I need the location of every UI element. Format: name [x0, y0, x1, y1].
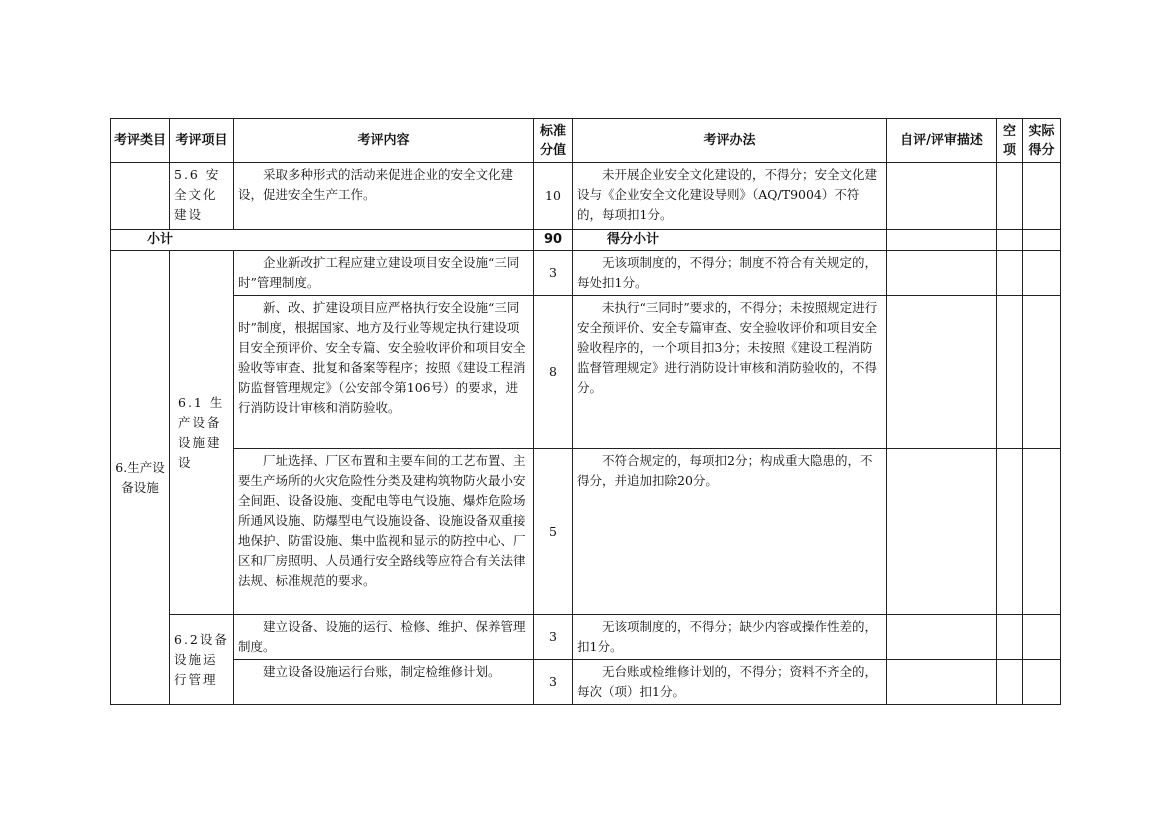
- method-cell: 无该项制度的，不得分；缺少内容或操作性差的，扣1分。: [573, 615, 887, 660]
- table-row: [111, 163, 1061, 230]
- actual-score-cell[interactable]: [1023, 230, 1061, 251]
- table-row: [111, 251, 1061, 296]
- table-row: [111, 660, 1061, 705]
- method-cell: 未执行“三同时”要求的，不得分；未按照规定进行安全预评价、安全专篇审查、安全验收评价和项目安全验收程序的，一个项目扣3分；未按照《建设工程消防监督管理规定》进行消防设计审核和消防验收的，不得分。: [573, 296, 887, 449]
- method-cell: 无台账或检维修计划的，不得分；资料不齐全的，每次（项）扣1分。: [573, 660, 887, 705]
- actual-score-cell[interactable]: [1023, 615, 1061, 660]
- method-cell: 不符合规定的，每项扣2分；构成重大隐患的，不得分，并追加扣除20分。: [573, 449, 887, 615]
- category-cell: [111, 163, 170, 230]
- score-cell: 8: [534, 296, 573, 449]
- self-review-cell[interactable]: [887, 230, 997, 251]
- blank-cell[interactable]: [997, 660, 1023, 705]
- score-cell: 3: [534, 615, 573, 660]
- content-cell: 厂址选择、厂区布置和主要车间的工艺布置、主要生产场所的火灾危险性分类及建构筑物防火最小安全间距、设备设施、变配电等电气设施、爆炸危险场所通风设施、防爆型电气设施设备、设施设备双重接地保护、防雷设施、集中监视和显示的防控中心、厂区和厂房照明、人员通行安全路线等应符合有关法律法规、标准规范的要求。: [234, 449, 534, 615]
- content-cell: 采取多种形式的活动来促进企业的安全文化建设，促进安全生产工作。: [234, 163, 534, 230]
- blank-cell[interactable]: [997, 230, 1023, 251]
- self-review-cell[interactable]: [887, 449, 997, 615]
- subtotal-score: 90: [534, 230, 573, 251]
- score-cell: 3: [534, 660, 573, 705]
- table-row: [111, 615, 1061, 660]
- actual-score-cell[interactable]: [1023, 449, 1061, 615]
- self-review-cell[interactable]: [887, 615, 997, 660]
- subtotal-label: 小计: [111, 230, 534, 251]
- subtotal-row: [111, 230, 1061, 251]
- header-score: 标准分值: [534, 119, 573, 163]
- actual-score-cell[interactable]: [1023, 296, 1061, 449]
- score-cell: 3: [534, 251, 573, 296]
- blank-cell[interactable]: [997, 296, 1023, 449]
- item-cell: 5.6 安全文化建设: [170, 163, 234, 230]
- category-cell: 6.生产设备设施: [111, 251, 170, 705]
- evaluation-table: [110, 118, 1061, 705]
- method-cell: 未开展企业安全文化建设的，不得分；安全文化建设与《企业安全文化建设导则》（AQ/T9004）不符的，每项扣1分。: [573, 163, 887, 230]
- method-cell: 无该项制度的，不得分；制度不符合有关规定的，每处扣1分。: [573, 251, 887, 296]
- self-review-cell[interactable]: [887, 296, 997, 449]
- actual-score-cell[interactable]: [1023, 163, 1061, 230]
- header-item: 考评项目: [170, 119, 234, 163]
- table-row: [111, 449, 1061, 615]
- header-method: 考评办法: [573, 119, 887, 163]
- content-cell: 建立设备设施运行台账，制定检维修计划。: [234, 660, 534, 705]
- content-cell: 建立设备、设施的运行、检修、维护、保养管理制度。: [234, 615, 534, 660]
- item-cell: 6.1 生产设备设施建设: [170, 251, 234, 615]
- blank-cell[interactable]: [997, 163, 1023, 230]
- table-row: [111, 296, 1061, 449]
- self-review-cell[interactable]: [887, 163, 997, 230]
- actual-score-cell[interactable]: [1023, 251, 1061, 296]
- actual-score-cell[interactable]: [1023, 660, 1061, 705]
- score-cell: 10: [534, 163, 573, 230]
- blank-cell[interactable]: [997, 449, 1023, 615]
- content-cell: 新、改、扩建设项目应严格执行安全设施“三同时”制度，根据国家、地方及行业等规定执行建设项目安全预评价、安全专篇、安全验收评价和项目安全验收等审查、批复和备案等程序；按照《建设工程消防监督管理规定》（公安部令第106号）的要求，进行消防设计审核和消防验收。: [234, 296, 534, 449]
- blank-cell[interactable]: [997, 615, 1023, 660]
- self-review-cell[interactable]: [887, 660, 997, 705]
- subtotal-score-label: 得分小计: [573, 230, 887, 251]
- header-self-review: 自评/评审描述: [887, 119, 997, 163]
- header-actual: 实际得分: [1023, 119, 1061, 163]
- self-review-cell[interactable]: [887, 251, 997, 296]
- header-blank: 空项: [997, 119, 1023, 163]
- header-category: 考评类目: [111, 119, 170, 163]
- blank-cell[interactable]: [997, 251, 1023, 296]
- header-row: [111, 119, 1061, 163]
- score-cell: 5: [534, 449, 573, 615]
- header-content: 考评内容: [234, 119, 534, 163]
- content-cell: 企业新改扩工程应建立建设项目安全设施“三同时”管理制度。: [234, 251, 534, 296]
- item-cell: 6.2设备设施运行管理: [170, 615, 234, 705]
